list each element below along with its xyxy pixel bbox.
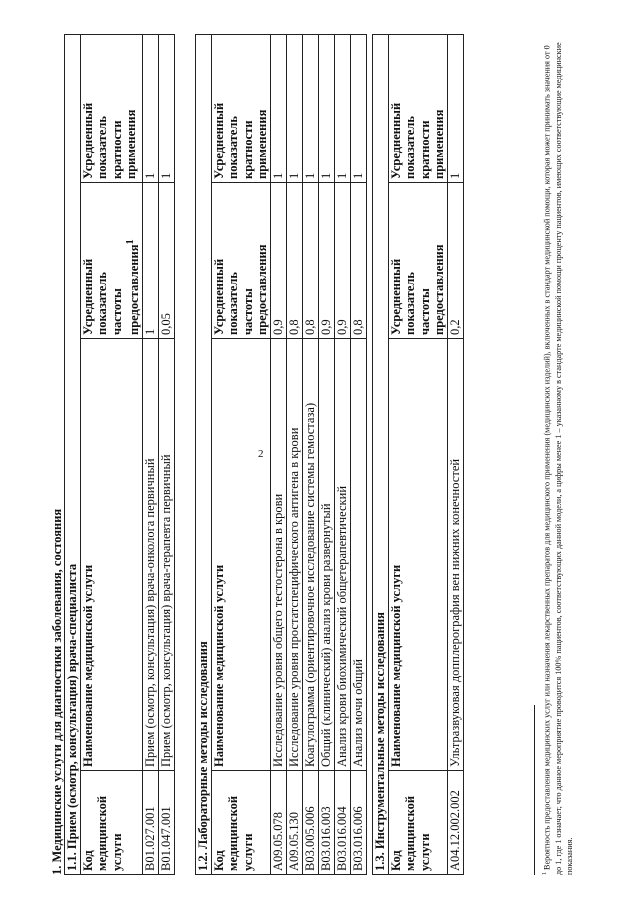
service-multiplicity: 1 [142, 34, 158, 182]
service-code: A04.12.002.002 [447, 771, 463, 875]
service-name: Прием (осмотр, консультация) врача-терапевта первичный [158, 339, 174, 771]
service-multiplicity: 1 [158, 34, 174, 182]
service-multiplicity: 1 [270, 34, 286, 182]
service-code: A09.05.078 [270, 771, 286, 875]
table-row [142, 34, 158, 874]
service-frequency: 0,8 [350, 183, 366, 339]
header-frequency: Усредненный показатель частоты предоставления [211, 183, 270, 339]
header-name: Наименование медицинской услуги [211, 339, 270, 771]
services-table-instrumental [372, 34, 464, 875]
footnote [540, 40, 575, 875]
table-row [350, 34, 366, 874]
section-title: 1.2. Лабораторные методы исследования [196, 34, 212, 874]
section-title: 1.1. Прием (осмотр, консультация) врача-специалиста [65, 34, 81, 874]
table-header-row [211, 34, 270, 874]
service-code: A09.05.130 [286, 771, 302, 875]
service-frequency: 0,9 [270, 183, 286, 339]
table-row [318, 34, 334, 874]
service-frequency: 0,05 [158, 183, 174, 339]
table-row [302, 34, 318, 874]
service-multiplicity: 1 [334, 34, 350, 182]
service-multiplicity: 1 [286, 34, 302, 182]
service-code: B03.005.006 [302, 771, 318, 875]
table-row [334, 34, 350, 874]
header-multiplicity: Усредненный показатель кратности применения [211, 34, 270, 182]
service-multiplicity: 1 [318, 34, 334, 182]
table-row [270, 34, 286, 874]
header-code: Код медицинской услуги [388, 771, 447, 875]
header-multiplicity: Усредненный показатель кратности применения [388, 34, 447, 182]
service-name: Общий (клинический) анализ крови развернутый [318, 339, 334, 771]
service-name: Анализ мочи общий [350, 339, 366, 771]
header-code: Код медицинской услуги [211, 771, 270, 875]
service-name: Прием (осмотр, консультация) врача-онколога первичный [142, 339, 158, 771]
footnote-mark: 1 [542, 872, 548, 875]
service-frequency: 0,2 [447, 183, 463, 339]
service-name: Исследование уровня простатспецифического антигена в крови [286, 339, 302, 771]
service-frequency: 0,9 [318, 183, 334, 339]
table-header-row [388, 34, 447, 874]
service-multiplicity: 1 [350, 34, 366, 182]
service-name: Анализ крови биохимический общетерапевтический [334, 339, 350, 771]
page-number: 2 [258, 448, 264, 460]
section-title: 1.3. Инструментальные методы исследования [373, 34, 389, 874]
header-frequency: Усредненный показатель частоты предоставления [388, 183, 447, 339]
service-frequency: 0,8 [302, 183, 318, 339]
service-name: Исследование уровня общего тестостерона в крови [270, 339, 286, 771]
service-code: B01.047.001 [158, 771, 174, 875]
table-header-row [80, 34, 142, 874]
service-multiplicity: 1 [302, 34, 318, 182]
header-multiplicity: Усредненный показатель кратности применения [80, 34, 142, 182]
service-frequency: 1 [142, 183, 158, 339]
service-name: Коагулограмма (ориентировочное исследование системы гемостаза) [302, 339, 318, 771]
service-frequency: 0,8 [286, 183, 302, 339]
header-code: Код медицинской услуги [80, 771, 142, 875]
services-table-consultations [64, 34, 175, 875]
document-title: 1. Медицинские услуги для диагностики заболевания, состояния [50, 508, 64, 875]
header-frequency: Усредненный показатель частоты предоставления$^1$ [80, 183, 142, 339]
service-multiplicity: 1 [447, 34, 463, 182]
header-name: Наименование медицинской услуги [388, 339, 447, 771]
rotated-page-content [50, 35, 590, 875]
header-name: Наименование медицинской услуги [80, 339, 142, 771]
footnote-text: Вероятность предоставления медицинских услуг или назначения лекарственных препаратов для медицинского применения (медицинских изделий), включенных в стандарт медицинской помощи, которая может принимать значения от 0 до 1, где 1 означает, что данное мероприятие проводится 100% пациентов, соответствующих данной модели, а цифры менее 1 – указанному в стандарте медицинской помощи проценту пациентов, имеющих соответствующие медицинские показания. [542, 42, 574, 875]
service-code: B01.027.001 [142, 771, 158, 875]
footnote-separator [534, 705, 535, 875]
table-row [158, 34, 174, 874]
service-frequency: 0,9 [334, 183, 350, 339]
table-row [286, 34, 302, 874]
service-code: B03.016.003 [318, 771, 334, 875]
services-table-laboratory [195, 34, 367, 875]
table-row [447, 34, 463, 874]
service-name: Ультразвуковая допплерография вен нижних конечностей [447, 339, 463, 771]
service-code: B03.016.004 [334, 771, 350, 875]
service-code: B03.016.006 [350, 771, 366, 875]
